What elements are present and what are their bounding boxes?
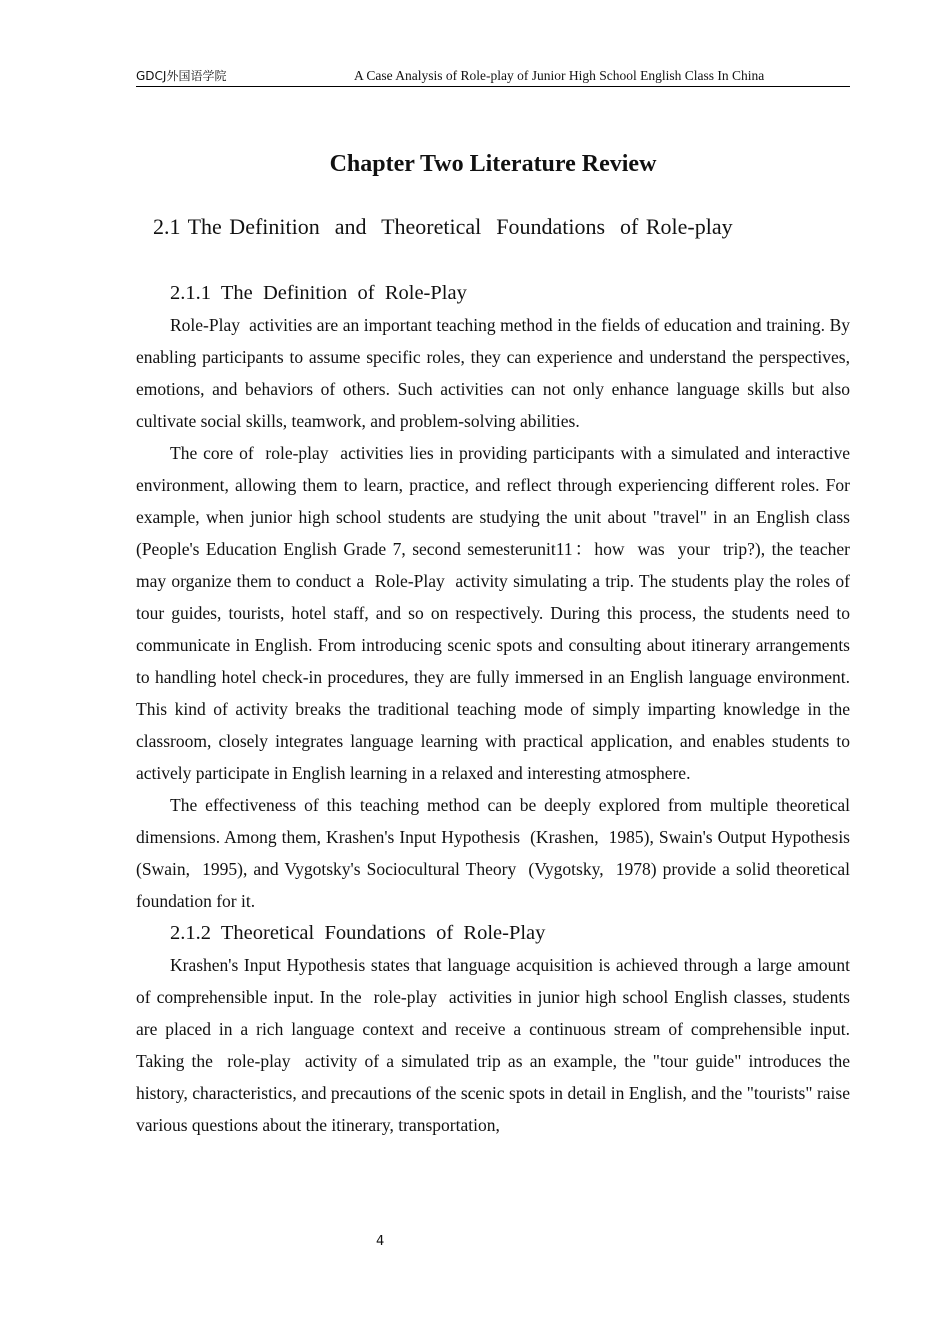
- page-header: [136, 66, 850, 87]
- paragraph: Krashen's Input Hypothesis states that language acquisition is achieved through a large amount of comprehensible input. In the role-play activities in junior high school English classes, students are placed in a rich language context and receive a continuous stream of comprehensible input. Taking the role-play activity of a simulated trip as an example, the "tour guide" introduces the history, characteristics, and precautions of the scenic spots in detail in English, and the "tourists" raise various questions about the itinerary, transportation,: [136, 955, 855, 1135]
- paragraph: The core of role-play activities lies in providing participants with a simulated and interactive environment, allowing them to learn, practice, and reflect through experiencing different roles. For example, when junior high school students are studying the unit about "travel" in an English class (People's Education English Grade 7, second semesterunit11：how was your trip?), the teacher may organize them to conduct a Role-Play activity simulating a trip. The students play the roles of tour guides, tourists, hotel staff, and so on respectively. During this process, the students need to communicate in English. From introducing scenic spots and consulting about itinerary arrangements to handling hotel check-in procedures, they are fully immersed in an English language environment. This kind of activity breaks the traditional teaching mode of simply imparting knowledge in the classroom, closely integrates language learning with practical application, and enables students to actively participate in English learning in a relaxed and interesting atmosphere.: [136, 443, 855, 783]
- page-number: 4: [376, 1234, 385, 1249]
- header-institution: GDCJ外国语学院: [136, 69, 227, 83]
- paragraph: Role-Play activities are an important teaching method in the fields of education and training. By enabling participants to assume specific roles, they can experience and understand the perspectives, emotions, and behaviors of others. Such activities can not only enhance language skills but also cultivate social skills, teamwork, and problem-solving abilities.: [136, 315, 855, 431]
- subsection-title-foundations: 2.1.2 Theoretical Foundations of Role-Play: [170, 922, 546, 944]
- chapter-title: Chapter Two Literature Review: [329, 151, 657, 177]
- paragraph: The effectiveness of this teaching method can be deeply explored from multiple theoretical dimensions. Among them, Krashen's Input Hypothesis (Krashen, 1985), Swain's Output Hypothesis (Swain, 1995), and Vygotsky's Sociocultural Theory (Vygotsky, 1978) provide a solid theoretical foundation for it.: [136, 795, 859, 911]
- section-title: 2.1 The Definition and Theoretical Foundations of Role-play: [153, 214, 733, 239]
- body-content: [136, 277, 859, 1141]
- subsection-title-definition: 2.1.1 The Definition of Role-Play: [170, 282, 467, 304]
- header-running-title: A Case Analysis of Role-play of Junior High School English Class In China: [354, 68, 765, 83]
